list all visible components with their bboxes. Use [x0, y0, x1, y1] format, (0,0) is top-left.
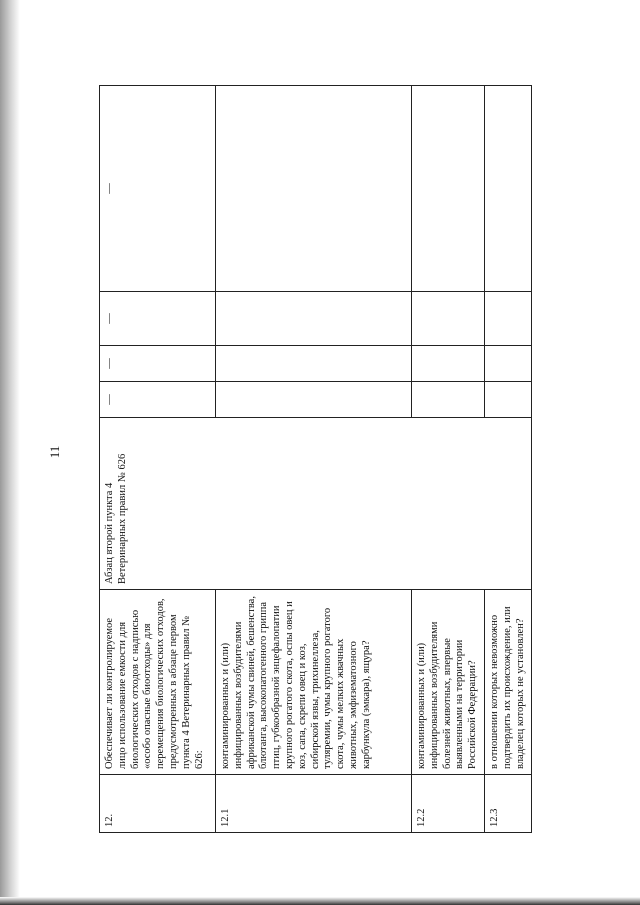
- checklist-table: [99, 86, 526, 833]
- reference-cell: Абзац второй пункта 4 Ветеринарных правил № 626: [100, 418, 532, 590]
- answer-no-cell: [484, 346, 531, 382]
- answer-no-cell: —: [100, 346, 216, 382]
- answer-na-cell: [484, 292, 531, 346]
- note-cell: —: [100, 86, 216, 292]
- answer-yes-cell: [216, 382, 412, 418]
- question-cell: в отношении которых невозможно подтвердить их происхождение, или владелец которых не установлен?: [484, 590, 531, 775]
- table-row: [100, 86, 216, 833]
- answer-yes-cell: [484, 382, 531, 418]
- note-cell: [484, 86, 531, 292]
- note-cell: [216, 86, 412, 292]
- answer-no-cell: [216, 346, 412, 382]
- row-number: 12.: [100, 775, 216, 833]
- question-cell: Обеспечивает ли контролируемое лицо использование емкости для биологических отходов с надписью «особо опасные биоотходы» для перемещения биологических отходов, предусмотренных в абзаце первом пункта 4 Ветеринарных правил № 626:: [100, 590, 216, 775]
- scan-edge-bottom: [0, 897, 640, 905]
- answer-yes-cell: [412, 382, 485, 418]
- answer-na-cell: [412, 292, 485, 346]
- answer-no-cell: [412, 346, 485, 382]
- row-number: 12.1: [216, 775, 412, 833]
- page-number: 11: [47, 445, 62, 459]
- question-cell: контаминированных и (или) инфицированных возбудителями болезней животных, впервые выявленными на территории Российской Федерации?: [412, 590, 485, 775]
- question-cell: контаминированных и (или) инфицированных возбудителями африканской чумы свиней, бешенства, блютанга, высокопатогенного гриппа птиц, губкообразной энцефалопатии крупного рогатого скота, оспы овец и коз, сапа, скрепи овец и коз, сибирской язвы, трихинеллеза, туляремии, чумы крупного рогатого скота, чумы мелких жвачных животных, эмфизематозного карбункула (эмкара), ящура?: [216, 590, 412, 775]
- scan-edge-left: [0, 0, 20, 905]
- note-cell: [412, 86, 485, 292]
- answer-na-cell: [216, 292, 412, 346]
- row-number: 12.2: [412, 775, 485, 833]
- row-number: 12.3: [484, 775, 531, 833]
- answer-na-cell: —: [100, 292, 216, 346]
- answer-yes-cell: —: [100, 382, 216, 418]
